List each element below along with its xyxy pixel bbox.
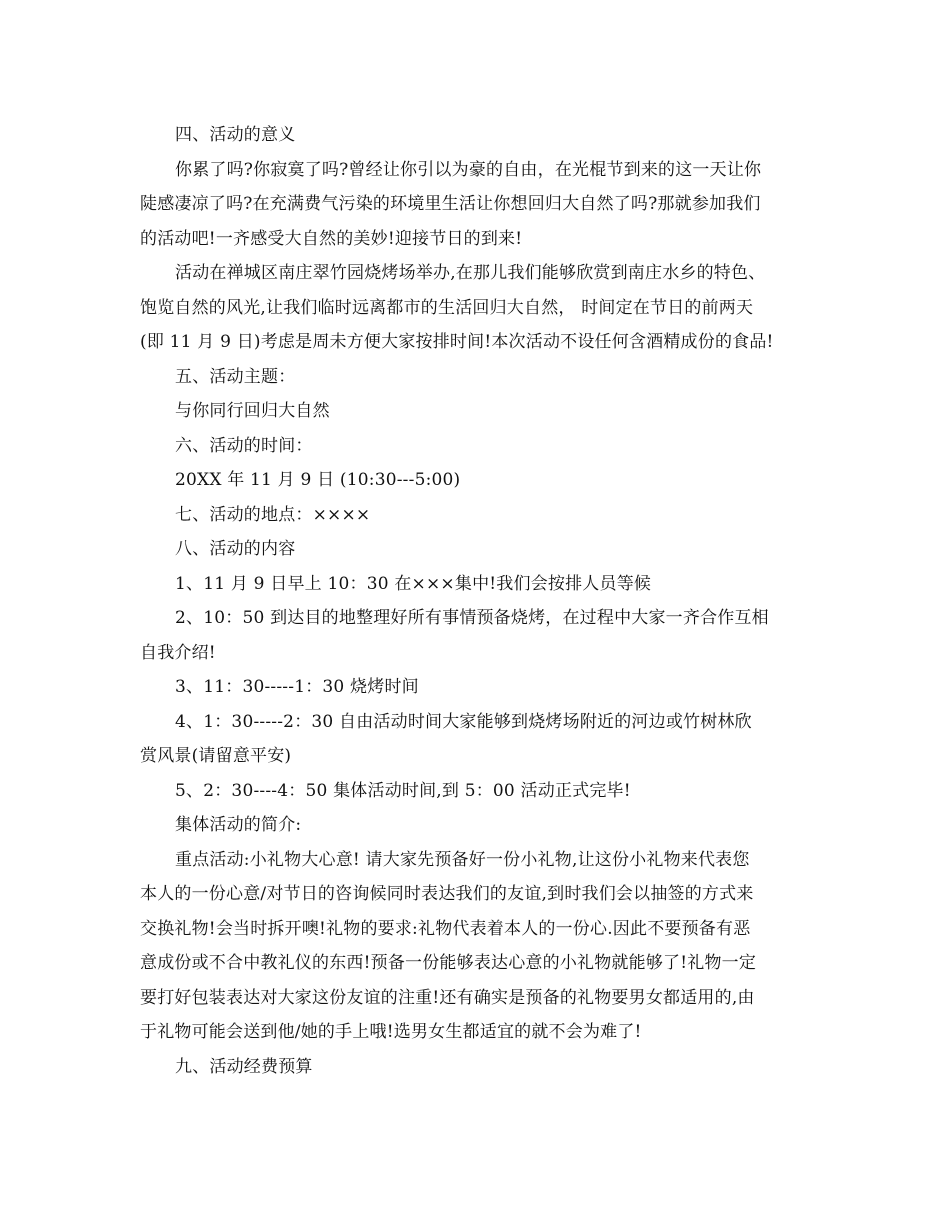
- paragraph-line: 意成份或不合中教礼仪的东西!预备一份能够表达心意的小礼物就能够了!礼物一定: [140, 953, 757, 973]
- paragraph-line: 与你同行回归大自然: [175, 401, 330, 421]
- list-item: 2、10：50 到达目的地整理好所有事情预备烧烤，在过程中大家一齐合作互相: [175, 608, 769, 628]
- section-heading: 七、活动的地点：××××: [175, 504, 371, 525]
- list-item: 4、1：30-----2：30 自由活动时间大家能够到烧烤场附近的河边或竹树林欣: [175, 711, 752, 732]
- paragraph-line: 的活动吧!一齐感受大自然的美妙!迎接节日的到来!: [140, 228, 523, 249]
- section-subheading: 集体活动的简介:: [175, 815, 302, 835]
- section-heading: 六、活动的时间：: [175, 435, 313, 456]
- paragraph-line: 你累了吗?你寂寞了吗?曾经让你引以为豪的自由，在光棍节到来的这一天让你: [175, 159, 762, 180]
- paragraph-line: 活动在禅城区南庄翠竹园烧烤场举办,在那儿我们能够欣赏到南庄水乡的特色、: [175, 263, 766, 283]
- list-item: 5、2：30----4：50 集体活动时间,到 5：00 活动正式完毕!: [175, 780, 631, 801]
- paragraph-line: 本人的一份心意/对节日的咨询候同时表达我们的友谊,到时我们会以抽签的方式来: [140, 884, 754, 904]
- paragraph-line: 交换礼物!会当时拆开噢!礼物的要求:礼物代表着本人的一份心.因此不要预备有恶: [140, 918, 751, 939]
- paragraph-line: (即 11 月 9 日)考虑是周未方便大家按排时间!本次活动不设任何含酒精成份的食品!: [140, 332, 774, 352]
- section-heading: 九、活动经费预算: [175, 1056, 313, 1077]
- section-heading: 八、活动的内容: [175, 539, 296, 559]
- paragraph-line: 重点活动:小礼物大心意! 请大家先预备好一份小礼物,让这份小礼物来代表您: [175, 849, 750, 870]
- list-item: 3、11：30-----1：30 烧烤时间: [175, 677, 419, 697]
- list-item-continuation: 自我介绍!: [140, 642, 216, 663]
- paragraph-line: 要打好包装表达对大家这份友谊的注重!还有确实是预备的礼物要男女都适用的,由: [140, 987, 755, 1008]
- document-body: [140, 118, 820, 1084]
- paragraph-line: 20XX 年 11 月 9 日 (10:30---5:00): [175, 470, 461, 490]
- paragraph-line: 陡感凄凉了吗?在充满费气污染的环境里生活让你想回归大自然了吗?那就参加我们: [140, 194, 761, 214]
- section-heading: 五、活动主题：: [175, 366, 296, 387]
- list-item-continuation: 赏风景(请留意平安): [140, 746, 292, 766]
- section-heading: 四、活动的意义: [175, 125, 296, 145]
- paragraph-line: 饱览自然的风光,让我们临时远离都市的生活回归大自然， 时间定在节日的前两天: [140, 297, 754, 318]
- list-item: 1、11 月 9 日早上 10：30 在×××集中!我们会按排人员等候: [175, 573, 652, 594]
- paragraph-line: 于礼物可能会送到他/她的手上哦!选男女生都适宜的就不会为难了!: [140, 1022, 642, 1042]
